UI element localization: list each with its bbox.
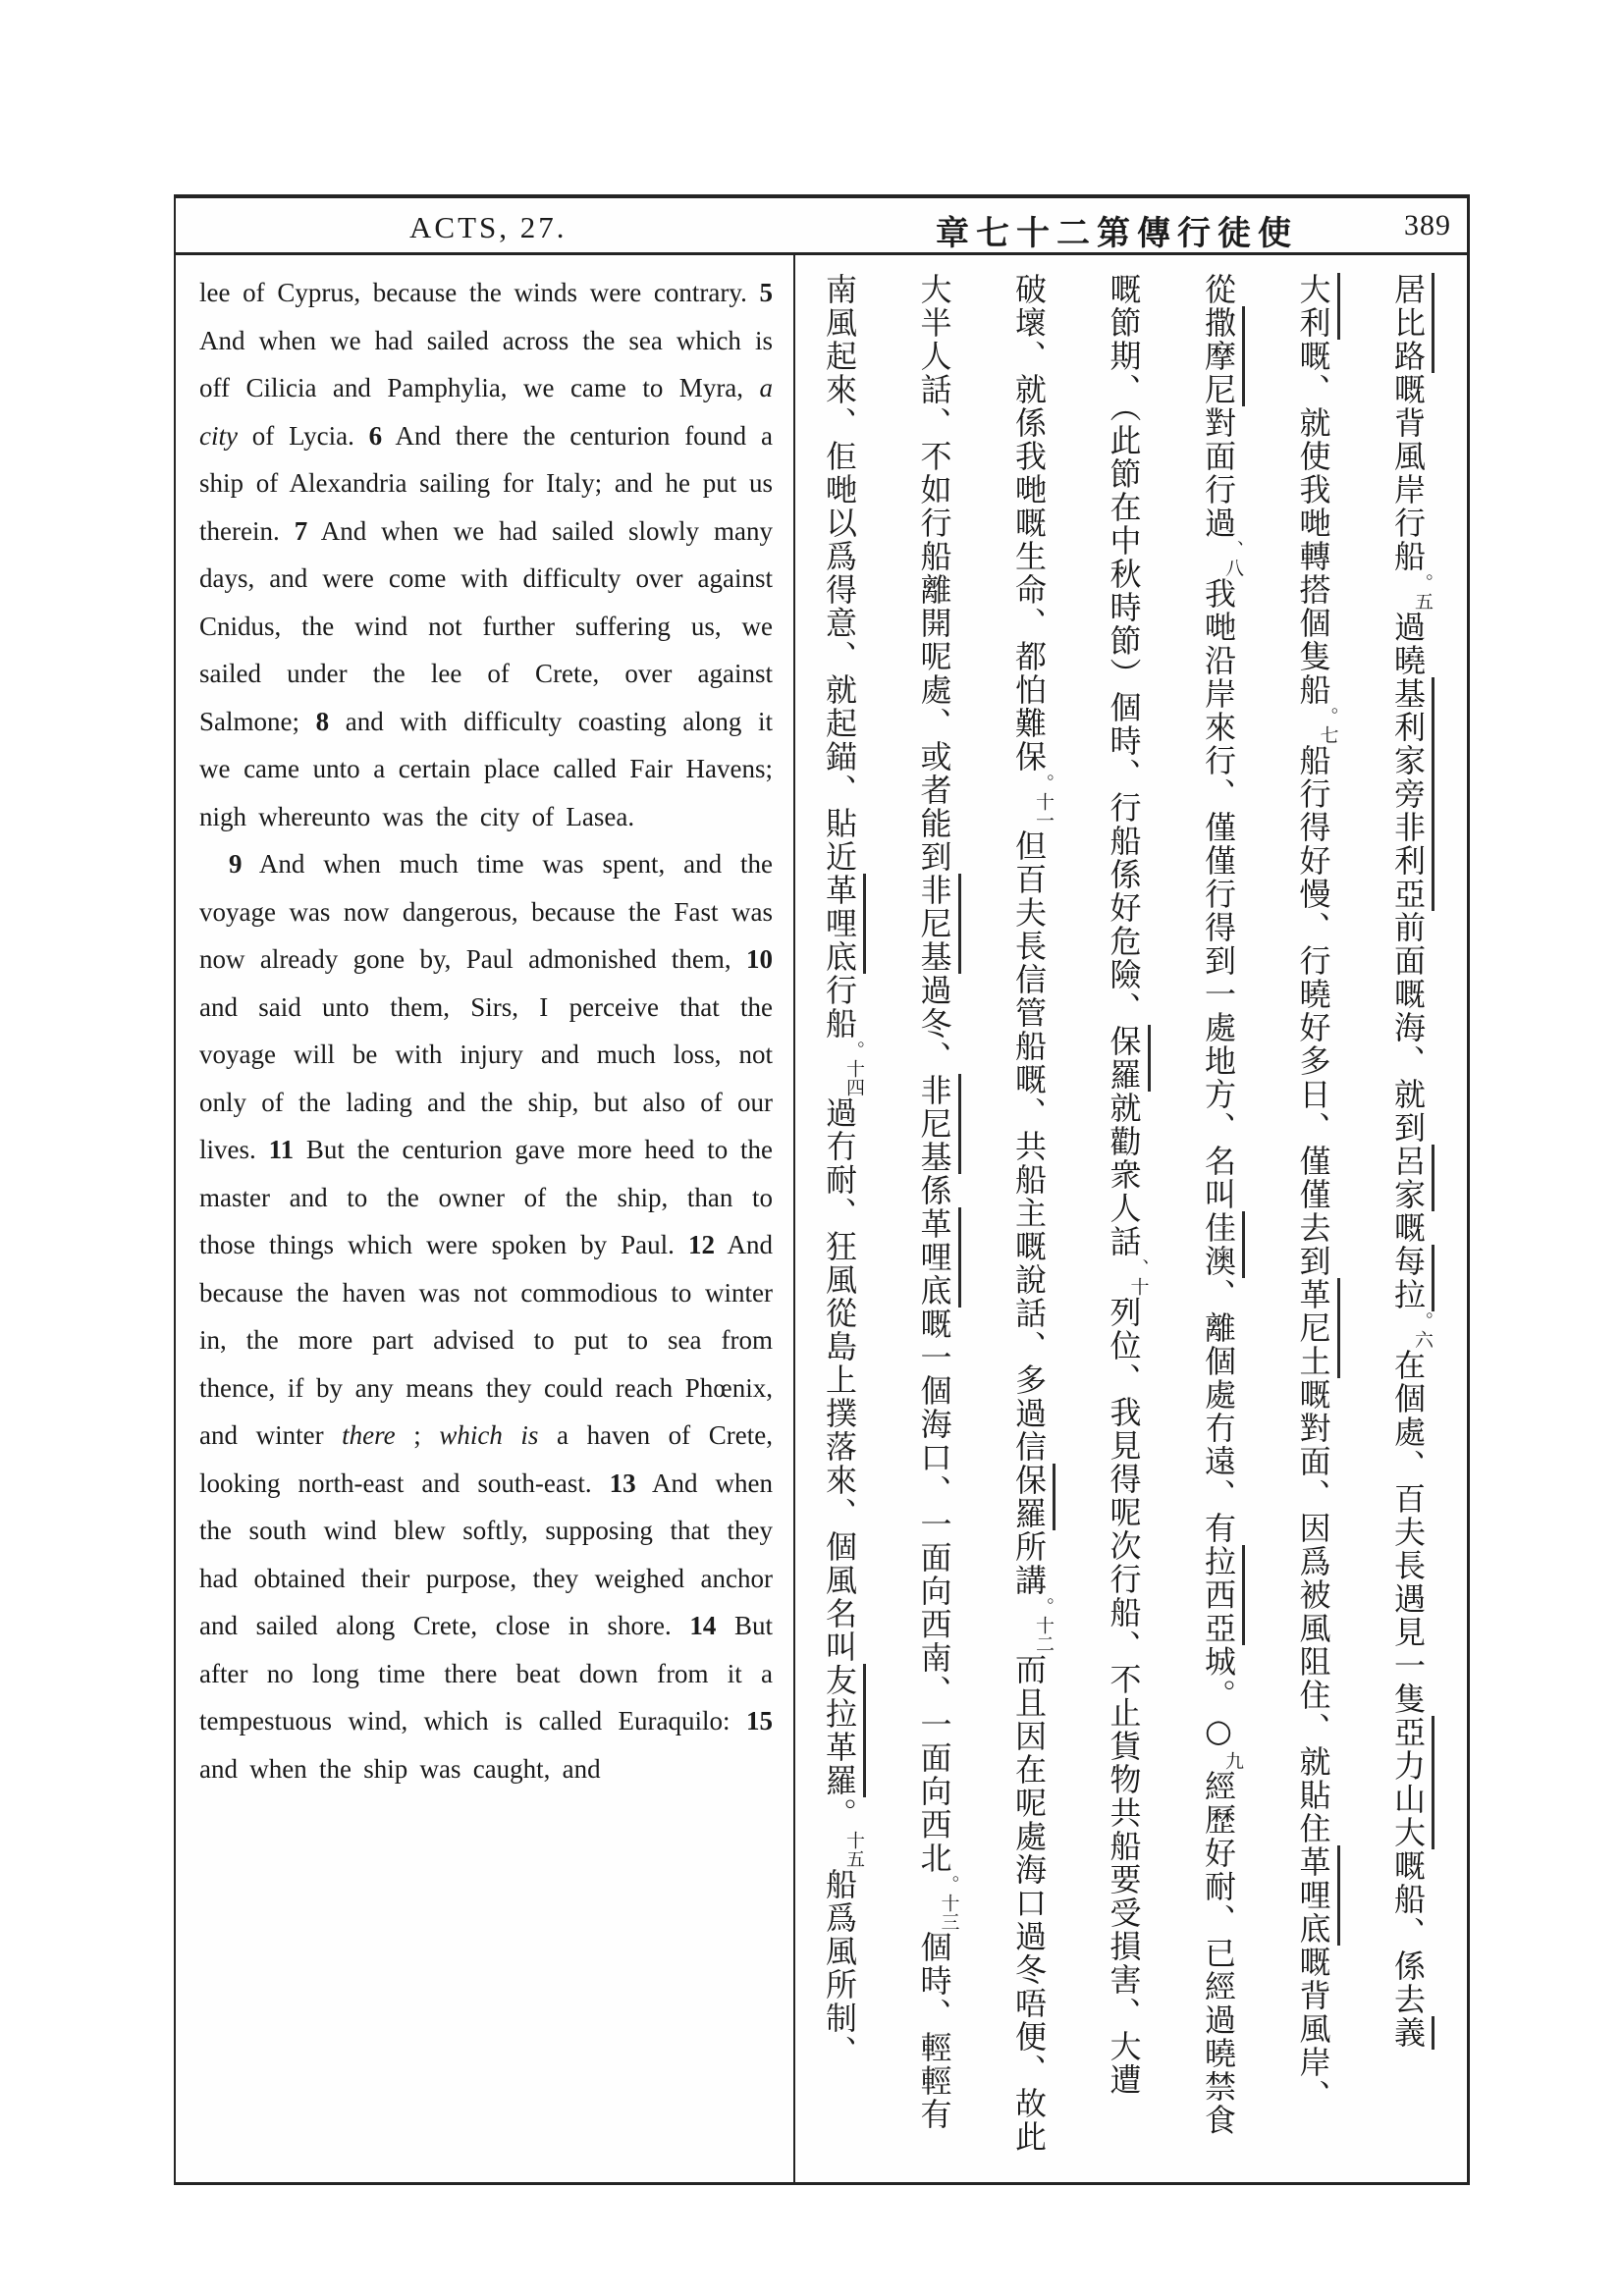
chinese-column: [1076, 273, 1171, 2171]
proper-name-marked-text: 佳澳: [1200, 1211, 1245, 1278]
text-run: 嘅對面、因爲被風阻住、就貼住: [1294, 1378, 1332, 1845]
text-run: And when the south wind blew softly, supposing that they had obtained their purpose, they weighed anchor and sailed along Crete, close in shore.: [199, 1468, 773, 1640]
verse-number: 9: [229, 849, 243, 879]
text-run: 列位、我見得呢次行船、不止貨物共船要受損害、大遭: [1105, 1296, 1143, 2097]
chinese-text-columns: [814, 273, 1455, 2171]
verse-number: 10: [746, 944, 773, 974]
text-run: 嘅背風岸行船: [1389, 373, 1427, 573]
text-run: 行船: [821, 974, 858, 1041]
page-frame: [174, 194, 1470, 2185]
verse-number: 7: [294, 515, 308, 546]
header-chinese-title: 章七十二第傳行徒使: [936, 214, 1298, 253]
text-run: 船行得好慢、行曉好多日、僅僅去到: [1294, 744, 1332, 1278]
verse-number-annotation: 。十三: [938, 1875, 960, 1931]
text-run: 嘅節期、（此節在中秋時節）個時、行船係好危險、: [1105, 273, 1143, 1025]
verse-number: 6: [368, 420, 383, 451]
proper-name-marked-text: 保羅: [1010, 1464, 1055, 1530]
text-run: and with difficulty coasting along it we came unto a certain place called Fair Havens; nigh whereunto was the city of Lasea.: [199, 706, 773, 831]
text-run: 嘅背風岸、: [1294, 1946, 1332, 2112]
proper-name-marked-text: 每拉: [1389, 1245, 1434, 1311]
verse-number-annotation: 、十: [1127, 1258, 1150, 1296]
verse-number: 12: [687, 1230, 715, 1259]
proper-name-marked-text: 革哩底: [1295, 1845, 1340, 1946]
text-run: 從: [1200, 273, 1237, 306]
text-run: But the centurion gave more heed to the master and to the owner of the ship, than to those things which were spoken by Paul.: [199, 1135, 774, 1259]
text-run: lee of Cyprus, because the winds were contrary.: [199, 278, 760, 307]
text-run: 就勸衆人話: [1105, 1092, 1143, 1258]
proper-name-marked-text: 基利家: [1389, 677, 1434, 777]
proper-name-marked-text: 亞力山大: [1389, 1716, 1434, 1849]
text-run: 在個處、百夫長遇見一隻: [1389, 1349, 1427, 1716]
italic-text: a city: [199, 373, 773, 451]
proper-name-marked-text: 義: [1389, 2016, 1434, 2050]
proper-name-marked-text: 旁非利亞: [1389, 777, 1434, 911]
proper-name-marked-text: 呂家: [1389, 1145, 1434, 1211]
proper-name-marked-text: 居比路: [1389, 273, 1434, 373]
chinese-column: [887, 273, 982, 2171]
text-run: 嘅船、係去: [1389, 1849, 1427, 2016]
text-run: 個時、輕輕有: [915, 1931, 953, 2131]
text-run: And when much time was spent, and the voyage was now dangerous, because the Fast was now already gone by, Paul admonished them,: [199, 849, 773, 974]
text-run: and when the ship was caught, and: [199, 1753, 601, 1784]
text-run: And there the centurion found a ship of Alexandria sailing for Italy; and he put us therein.: [199, 420, 773, 546]
proper-name-marked-text: 非尼基: [916, 1074, 961, 1174]
chinese-column: [792, 273, 888, 2171]
english-paragraph: [199, 840, 773, 1792]
verse-number-annotation: 。六: [1412, 1311, 1434, 1349]
verse-number-annotation: 。十二: [1033, 1597, 1055, 1653]
text-run: 係: [915, 1174, 953, 1207]
header-book-chapter: ACTS, 27.: [409, 210, 568, 244]
proper-name-marked-text: 革尼土: [1295, 1278, 1340, 1378]
verse-number: 15: [746, 1706, 773, 1735]
text-run: But after no long time there beat down from it a tempestuous wind, which is called Euraquilo:: [199, 1611, 773, 1735]
chinese-column: [1266, 273, 1361, 2171]
text-run: 船爲風所制、: [821, 1868, 858, 2068]
proper-name-marked-text: 拉西亞: [1200, 1545, 1245, 1645]
verse-number: 13: [609, 1468, 636, 1498]
verse-number-annotation: 。五: [1412, 573, 1434, 611]
text-run: 對面行過: [1200, 406, 1237, 540]
verse-number-annotation: 、八: [1222, 540, 1244, 577]
page-number: 389: [1404, 209, 1451, 241]
proper-name-marked-text: 友拉革羅: [821, 1664, 866, 1797]
text-run: 經歷好耐、已經過曉禁食: [1200, 1770, 1237, 2137]
proper-name-marked-text: 非尼基: [916, 874, 961, 974]
text-run: 過冇耐、狂風從島上撲落來、個風名叫: [821, 1096, 858, 1664]
text-run: 所講: [1010, 1530, 1048, 1597]
text-run: 我哋沿岸來行、僅僅行得到一處地方、名叫: [1200, 577, 1237, 1211]
chinese-column: [1171, 273, 1267, 2171]
text-run: a haven of Crete, looking north-east and south-east.: [199, 1420, 773, 1498]
text-run: And when we had sailed slowly many days, and were come with difficulty over against Cnidus, the wind not further suffering us, we sailed under the lee of Crete, over against Salmone;: [199, 515, 773, 736]
proper-name-marked-text: 革哩底: [821, 874, 866, 974]
verse-number: 11: [268, 1135, 295, 1164]
verse-number-annotation: 十五: [843, 1831, 865, 1868]
text-run: 過冬、: [915, 974, 953, 1074]
text-run: 嘅: [1389, 1211, 1427, 1245]
text-run: 。: [821, 1797, 858, 1831]
text-run: 、離個處冇遠、有: [1200, 1278, 1237, 1545]
text-run: 過曉: [1389, 611, 1427, 677]
text-run: 嘅一個海口、一面向西南、一面向西北: [915, 1308, 953, 1875]
verse-number: 5: [759, 278, 773, 307]
proper-name-marked-text: 革哩底: [916, 1207, 961, 1308]
chinese-column: [1361, 273, 1456, 2171]
text-run: ;: [395, 1420, 440, 1450]
text-run: And because the haven was not commodious to winter in, the more part advised to put to sea from thence, if by any means they could reach Phœnix, and winter: [199, 1230, 773, 1450]
italic-text: there: [342, 1420, 396, 1450]
text-run: of Lycia.: [237, 420, 369, 451]
text-run: 南風起來、佢哋以爲得意、就起錨、貼近: [821, 273, 858, 874]
proper-name-marked-text: 撒摩尼: [1200, 306, 1245, 406]
verse-number-annotation: 。十四: [843, 1041, 865, 1096]
text-run: and said unto them, Sirs, I perceive that the voyage will be with injury and much loss, not only of the lading and the ship, but also of our lives.: [199, 991, 773, 1164]
text-run: 前面嘅海、就到: [1389, 911, 1427, 1145]
text-run: 但百夫長信管船嘅、共船主嘅說話、多過信: [1010, 829, 1048, 1464]
proper-name-marked-text: 保羅: [1106, 1025, 1151, 1092]
text-run: 大半人話、不如行船離開呢處、或者能到: [915, 273, 953, 874]
text-run: 破壞、就係我哋嘅生命、都怕難保: [1010, 273, 1048, 774]
verse-number-annotation: 九: [1222, 1751, 1244, 1770]
proper-name-marked-text: 大利: [1295, 273, 1340, 340]
verse-number: 14: [689, 1611, 717, 1640]
page-header: [176, 194, 1467, 255]
english-text-column: [199, 269, 773, 1792]
verse-number: 8: [315, 706, 330, 736]
verse-number-annotation: 。十一: [1033, 774, 1055, 829]
text-run: 而且因在呢處海口過冬唔便、故此: [1010, 1653, 1048, 2154]
italic-text: which is: [439, 1420, 539, 1450]
verse-number-annotation: 。七: [1317, 707, 1339, 744]
english-paragraph: [199, 269, 773, 840]
text-run: 城。○: [1200, 1645, 1237, 1751]
text-run: 嘅、就使我哋轉搭個隻船: [1294, 340, 1332, 707]
chinese-column: [982, 273, 1077, 2171]
text-run: And when we had sailed across the sea which is off Cilicia and Pamphylia, we came to Myra,: [199, 325, 773, 402]
